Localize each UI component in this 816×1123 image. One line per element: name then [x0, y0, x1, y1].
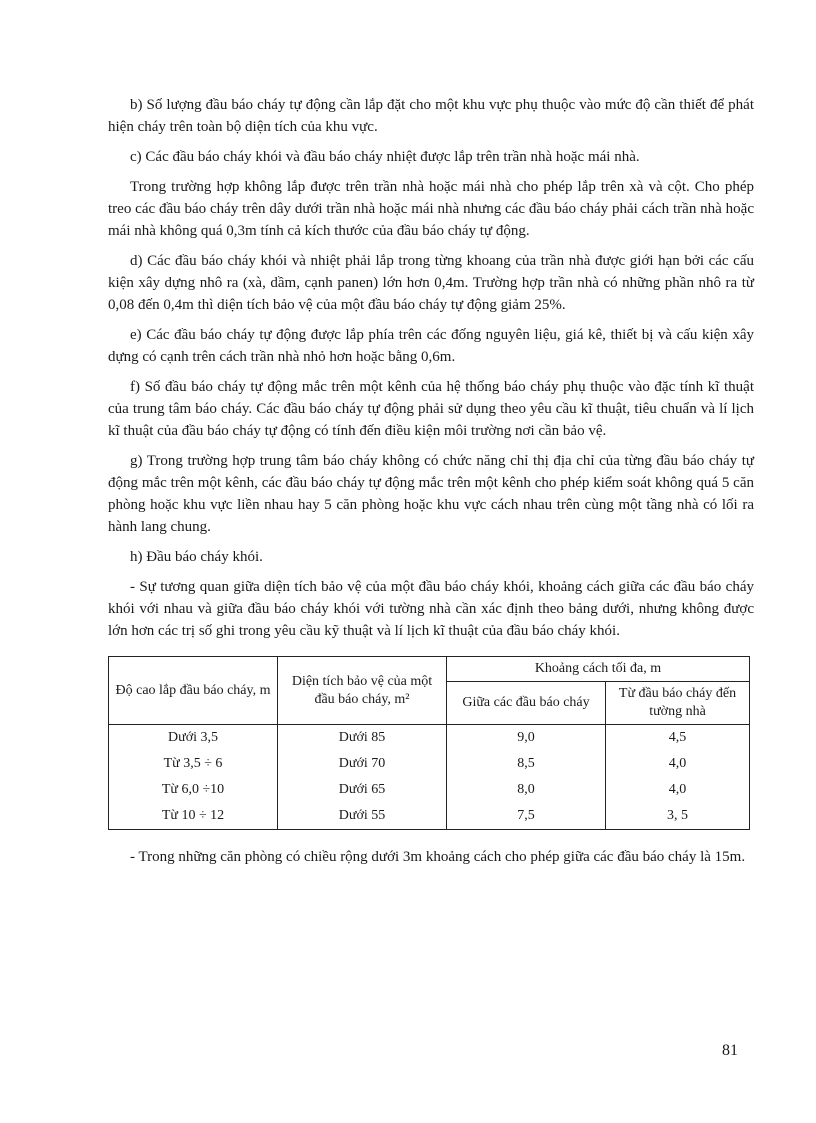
table-row: [109, 751, 750, 777]
table-row: [109, 725, 750, 752]
cell-wall: 4,0: [606, 777, 750, 803]
paragraph-c-detail: Trong trường hợp không lắp được trên trần nhà hoặc mái nhà cho phép lắp trên xà và cột. Cho phép treo các đầu báo cháy trên dây dưới trần nhà hoặc mái nhà nhưng các đầu báo cháy phải cách trần nhà hoặc mái nhà không quá 0,3m tính cả kích thước của đầu báo cháy tự động.: [108, 179, 754, 239]
table-row: [109, 803, 750, 830]
header-between: Giữa các đầu báo cháy: [447, 682, 606, 725]
smoke-detector-table: [108, 656, 750, 830]
header-distance: Khoảng cách tối đa, m: [447, 657, 750, 682]
cell-wall: 3, 5: [606, 803, 750, 830]
paragraph-b: b) Số lượng đầu báo cháy tự động cần lắp đặt cho một khu vực phụ thuộc vào mức độ cần thiết để phát hiện cháy trên toàn bộ diện tích của khu vực.: [108, 97, 754, 135]
cell-area: Dưới 70: [278, 751, 447, 777]
paragraph-h-detail: - Sự tương quan giữa diện tích bảo vệ của một đầu báo cháy khói, khoảng cách giữa các đầu báo cháy khói với nhau và giữa đầu báo cháy khói với tường nhà cần xác định theo bảng dưới, nhưng không được lớn hơn các trị số ghi trong yêu cầu kỹ thuật và lí lịch kĩ thuật của đầu báo cháy khói.: [108, 579, 754, 639]
paragraph-f: f) Số đầu báo cháy tự động mắc trên một kênh của hệ thống báo cháy phụ thuộc vào đặc tính kĩ thuật của trung tâm báo cháy. Các đầu báo cháy tự động phải sử dụng theo yêu cầu kĩ thuật, tiêu chuẩn và lí lịch kĩ thuật của đầu báo cháy tự động có tính đến điều kiện môi trường nơi cần bảo vệ.: [108, 379, 754, 439]
page-number: 81: [722, 1042, 738, 1059]
paragraph-narrow-rooms: - Trong những căn phòng có chiều rộng dưới 3m khoảng cách cho phép giữa các đầu báo cháy là 15m.: [130, 849, 746, 865]
table-row: [109, 777, 750, 803]
header-wall: Từ đầu báo cháy đến tường nhà: [606, 682, 750, 725]
header-height: Độ cao lắp đầu báo cháy, m: [109, 657, 278, 725]
cell-height: Từ 3,5 ÷ 6: [109, 751, 278, 777]
cell-between: 8,0: [447, 777, 606, 803]
cell-wall: 4,0: [606, 751, 750, 777]
cell-area: Dưới 65: [278, 777, 447, 803]
paragraph-e: e) Các đầu báo cháy tự động được lắp phía trên các đống nguyên liệu, giá kê, thiết bị và cấu kiện xây dựng có cạnh trên cách trần nhà nhỏ hơn hoặc bằng 0,6m.: [108, 327, 754, 365]
cell-wall: 4,5: [606, 725, 750, 752]
cell-height: Từ 10 ÷ 12: [109, 803, 278, 830]
paragraph-d: d) Các đầu báo cháy khói và nhiệt phải lắp trong từng khoang của trần nhà được giới hạn bởi các cấu kiện xây dựng nhô ra (xà, dầm, cạnh panen) lớn hơn 0,4m. Trường hợp trần nhà có những phần nhô ra từ 0,08 đến 0,4m thì diện tích bảo vệ của một đầu báo cháy tự động giảm 25%.: [108, 253, 754, 313]
cell-area: Dưới 55: [278, 803, 447, 830]
paragraph-c: c) Các đầu báo cháy khói và đầu báo cháy nhiệt được lắp trên trần nhà hoặc mái nhà.: [130, 149, 640, 165]
header-area: Diện tích bảo vệ của một đầu báo cháy, m²: [278, 657, 447, 725]
cell-between: 7,5: [447, 803, 606, 830]
cell-between: 9,0: [447, 725, 606, 752]
cell-height: Dưới 3,5: [109, 725, 278, 752]
cell-area: Dưới 85: [278, 725, 447, 752]
page-content: [108, 94, 754, 876]
cell-between: 8,5: [447, 751, 606, 777]
paragraph-g: g) Trong trường hợp trung tâm báo cháy không có chức năng chỉ thị địa chỉ của từng đầu báo cháy tự động mắc trên một kênh, các đầu báo cháy tự động mắc trên một kênh cho phép kiểm soát không quá 5 căn phòng hoặc khu vực liền nhau hay 5 căn phòng hoặc khu vực cách nhau trên cùng một tầng nhà có lối ra hành lang chung.: [108, 453, 754, 535]
paragraph-h: h) Đầu báo cháy khói.: [130, 549, 263, 565]
cell-height: Từ 6,0 ÷10: [109, 777, 278, 803]
